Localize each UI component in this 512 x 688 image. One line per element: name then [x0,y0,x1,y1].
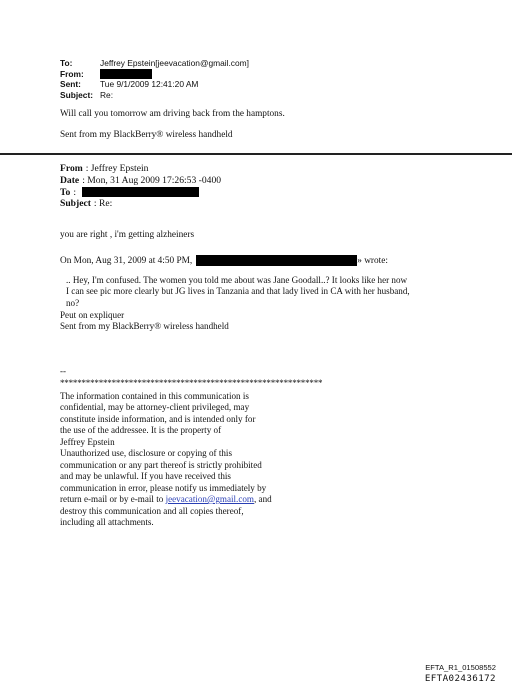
quote-line: .. Hey, I'm confused. The women you told me about was Jane Goodall..? It looks like her now [66,275,408,285]
quote-line: I can see pic more clearly but JG lives in Tanzania and that lady lived in CA with her husband, [66,286,410,297]
quoted-text [66,275,466,309]
quoted-date-value: : Mon, 31 Aug 2009 17:26:53 -0400 [82,174,222,186]
disclaimer [60,391,272,528]
disclaimer-line: constitute inside information, and is intended only for [60,413,256,424]
quoted-subject-label: Subject [60,198,91,210]
quoted-subject-value: : Re: [93,198,113,210]
disclaimer-line: Unauthorized use, disclosure or copying of this [60,448,232,459]
quoted-header [60,163,221,210]
reply-line: you are right , i'm getting alzheiners [60,230,195,240]
message-line-1: Will call you tomorrow am driving back from the hamptons. [60,109,285,119]
sent-from-line: Sent from my BlackBerry® wireless handheld [60,321,229,332]
from-label: From: [60,68,84,79]
on-date-text: On Mon, Aug 31, 2009 at 4:50 PM, [60,255,193,266]
disclaimer-line: communication or any part thereof is strictly prohibited [60,459,262,470]
reply-signature [60,310,229,333]
subject-label: Subject: [60,89,94,100]
sent-label: Sent: [60,79,81,90]
subject-value: Re: [100,89,114,100]
disclaimer-line: The information contained in this communication is [60,391,249,401]
email-suffix: , and [253,494,272,505]
quote-line: no? [66,297,80,308]
quoted-to-label: To [60,186,71,198]
redaction-box [196,255,357,266]
disclaimer-line: communication in error, please notify us immediately by [60,482,267,493]
email-header [60,58,249,100]
disclaimer-line: confidential, may be attorney-client privileged, may [60,402,250,413]
email-link[interactable]: jeevacation@gmail.com [165,494,254,505]
disclaimer-line: the use of the addressee. It is the property of [60,425,222,436]
wrote-text: » wrote: [357,255,388,266]
signature-dashes: -- [60,366,66,376]
disclaimer-line: destroy this communication and all copies thereof, [60,505,244,516]
on-date-line [60,255,388,266]
redaction-box [82,187,199,197]
sent-value: Tue 9/1/2009 12:41:20 AM [100,79,199,90]
disclaimer-line: Jeffrey Epstein [60,436,115,447]
disclaimer-line: including all attachments. [60,516,154,527]
quoted-from-label: From [60,163,83,174]
divider [0,153,512,155]
bates-number-1: EFTA_R1_01508552 [425,663,496,672]
quoted-from-value: : Jeffrey Epstein [85,163,149,174]
peut-line: Peut on expliquer [60,310,125,320]
redaction-box [100,69,152,79]
email-prefix: return e-mail or by e-mail to [60,494,166,505]
message-signature: Sent from my BlackBerry® wireless handheld [60,130,233,140]
to-label: To: [60,58,73,68]
quoted-to-value: : [73,186,76,198]
star-separator: ************************************************************* [60,378,323,388]
to-value: Jeffrey Epstein[jeevacation@gmail.com] [100,58,249,68]
quoted-date-label: Date [60,174,80,186]
bates-number-2: EFTA02436172 [424,673,496,684]
disclaimer-line: and may be unlawful. If you have received this [60,471,231,482]
disclaimer-line [60,494,272,505]
